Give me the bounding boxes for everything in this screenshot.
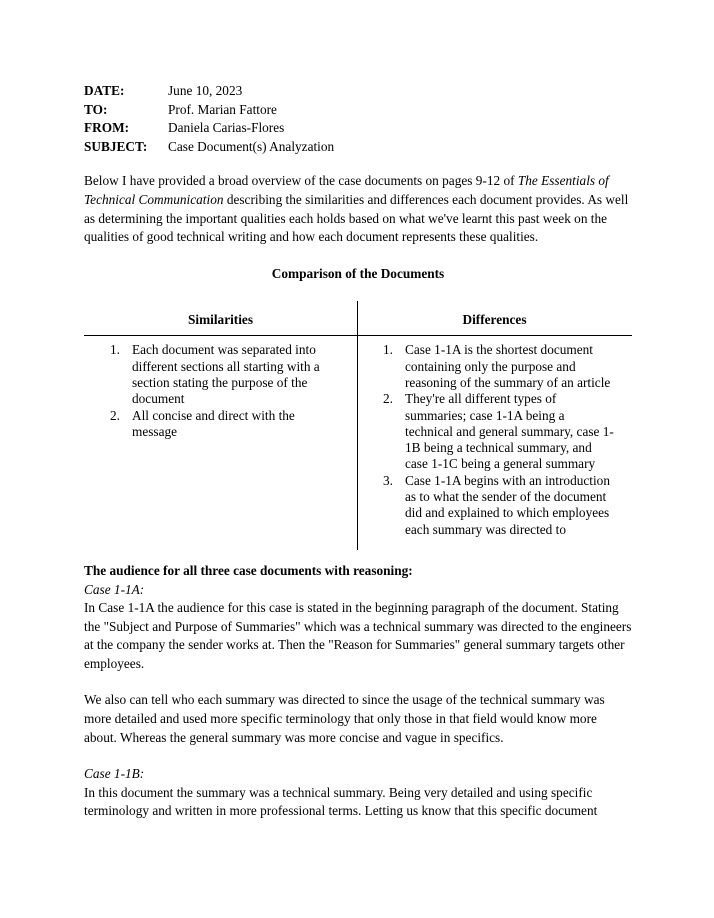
case-1-1a-label: Case 1-1A:	[84, 581, 145, 597]
column-divider	[357, 301, 358, 550]
list-item	[110, 408, 340, 441]
date-value: June 10, 2023	[168, 83, 243, 98]
list-text: They're all different types of summaries; case 1-1A being a technical and general summary, case 1-1B being a technical summary, and case 1-1C being a general summary	[405, 391, 614, 472]
case-1-1b-paragraph-1: In this document the summary was a technical summary. Being very detailed and using specific terminology and written in more professional terms. Letting us know that this specific document	[84, 784, 598, 819]
case-1-1a-paragraph-2: We also can tell who each summary was directed to since the usage of the technical summary was more detailed and used more specific terminology that only those in that field would know more about. Whereas the general summary was more concise and vague in specifics.	[84, 692, 605, 745]
case-1-1a-paragraph-1: In Case 1-1A the audience for this case is stated in the beginning paragraph of the document. Stating the "Subject and Purpose of Summaries" which was a technical summary was directed to the engineers at the company the sender works at. Then the "Reason for Summaries" general summary targets other employees.	[84, 600, 632, 671]
list-number: 2.	[383, 391, 393, 407]
from-label: FROM:	[84, 120, 130, 136]
intro-paragraph	[84, 172, 632, 246]
list-number: 1.	[383, 342, 393, 358]
list-text: All concise and direct with the message	[132, 407, 295, 439]
to-value: Prof. Marian Fattore	[168, 101, 277, 117]
memo-header	[84, 82, 632, 156]
similarities-list	[110, 342, 340, 440]
comparison-header-row	[84, 301, 632, 335]
list-item	[383, 473, 615, 538]
similarities-header: Similarities	[188, 311, 253, 327]
list-item	[383, 342, 615, 391]
comparison-title: Comparison of the Documents	[271, 265, 445, 281]
audience-heading: The audience for all three case documents with reasoning:	[84, 562, 413, 578]
memo-page	[84, 82, 632, 821]
to-label: TO:	[84, 101, 108, 117]
book-title: The Essentials of Technical Communication	[84, 173, 609, 207]
differences-header: Differences	[462, 311, 527, 327]
list-number: 1.	[110, 342, 120, 358]
from-value: Daniela Carias-Flores	[168, 120, 285, 136]
differences-column	[357, 342, 632, 538]
list-item	[383, 391, 615, 472]
paragraph-gap	[84, 747, 632, 765]
paragraph-gap	[84, 673, 632, 691]
list-text: Case 1-1A begins with an introduction as to what the sender of the document did and explained to which employees each summary was directed to	[405, 472, 610, 537]
list-text: Case 1-1A is the shortest document containing only the purpose and reasoning of the summary of an article	[405, 342, 611, 390]
similarities-column	[84, 342, 357, 538]
list-text: Each document was separated into different sections all starting with a section stating the purpose of the document	[132, 342, 320, 407]
list-number: 2.	[110, 407, 120, 423]
case-1-1b-label: Case 1-1B:	[84, 766, 145, 782]
differences-list	[383, 342, 615, 538]
list-item	[110, 342, 340, 407]
intro-text-2: describing the similarities and differences each document provides. As well as determining the important qualities each holds based on what we've learnt this past week on the qualities of good technical writing and how each document represents these qualities.	[84, 191, 629, 245]
comparison-table	[84, 301, 632, 550]
subject-label: SUBJECT:	[84, 138, 148, 154]
subject-value: Case Document(s) Analyzation	[168, 138, 335, 154]
comparison-body	[84, 336, 632, 550]
intro-text-1: Below I have provided a broad overview of the case documents on pages 9-12 of	[84, 173, 518, 189]
date-label: DATE:	[84, 83, 125, 98]
list-number: 3.	[383, 472, 393, 488]
